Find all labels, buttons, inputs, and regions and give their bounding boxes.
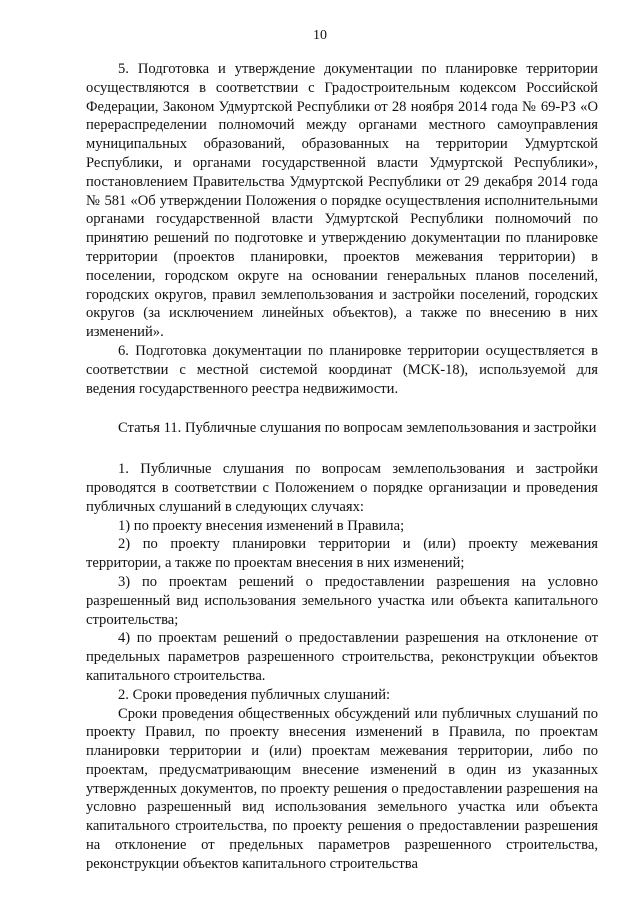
page-number: 10 bbox=[313, 28, 327, 43]
paragraph-5-planning-docs: 5. Подготовка и утверждение документации по планировке территории осуществляются в соответствии с Градостроительным кодексом Российской Федерации, Законом Удмуртской Республики от 28 ноября 2014 года № 69-РЗ «О перераспределении полномочий между органами местного самоуправления муниципальных образований, образованных на территории Удмуртской Республики, и органами государственной власти Удмуртской Республики», постановлением Правительства Удмуртской Республики от 29 декабря 2014 года № 581 «Об утверждении Положения о порядке осуществления исполнительными органами государственной власти Удмуртской Республики полномочий по принятию решений по подготовке и утверждению документации по планировке территории (проектов планировки, проектов межевания территории) в поселении, городском округе на основании генеральных планов поселений, городских округов, правил землепользования и застройки поселений, городских округов (за исключением линейных объектов), а также по внесению в них изменений». bbox=[86, 61, 598, 341]
document-body bbox=[86, 60, 598, 874]
article-11-heading: Статья 11. Публичные слушания по вопросам землепользования и застройки bbox=[118, 420, 597, 437]
article-11-item-1: 1) по проекту внесения изменений в Правила; bbox=[118, 517, 405, 534]
article-11-paragraph-2: 2. Сроки проведения публичных слушаний: bbox=[118, 686, 391, 703]
article-11-item-3: 3) по проектам решений о предоставлении разрешения на условно разрешенный вид использования земельного участка или объекта капитального строительства; bbox=[86, 573, 598, 628]
article-11-timing-paragraph: Сроки проведения общественных обсуждений или публичных слушаний по проекту Правил, по проекту внесения изменений в Правила, по проектам планировки территории и (или) проектам межевания территории, либо по проектам, предусматривающим внесение изменений в один из указанных утвержденных документов, по проекту решения о предоставлении разрешения на условно разрешенный вид использования земельного участка или объекта капитального строительства, по проекту решения о предоставлении разрешения на отклонение от предельных параметров разрешенного строительства, реконструкции объектов капитального строительства bbox=[86, 705, 598, 872]
article-11-item-4: 4) по проектам решений о предоставлении разрешения на отклонение от предельных параметров разрешенного строительства, реконструкции объектов капитального строительства. bbox=[86, 630, 598, 684]
paragraph-6-coordinate-system: 6. Подготовка документации по планировке территории осуществляется в соответствии с местной системой координат (МСК-18), используемой для ведения государственного реестра недвижимости. bbox=[86, 342, 598, 397]
article-11-item-2: 2) по проекту планировки территории и (или) проекту межевания территории, а также по проектам внесения в них изменений; bbox=[86, 536, 598, 572]
article-11-paragraph-1: 1. Публичные слушания по вопросам землепользования и застройки проводятся в соответствии с Положением о порядке организации и проведения публичных слушаний в следующих случаях: bbox=[86, 461, 598, 515]
